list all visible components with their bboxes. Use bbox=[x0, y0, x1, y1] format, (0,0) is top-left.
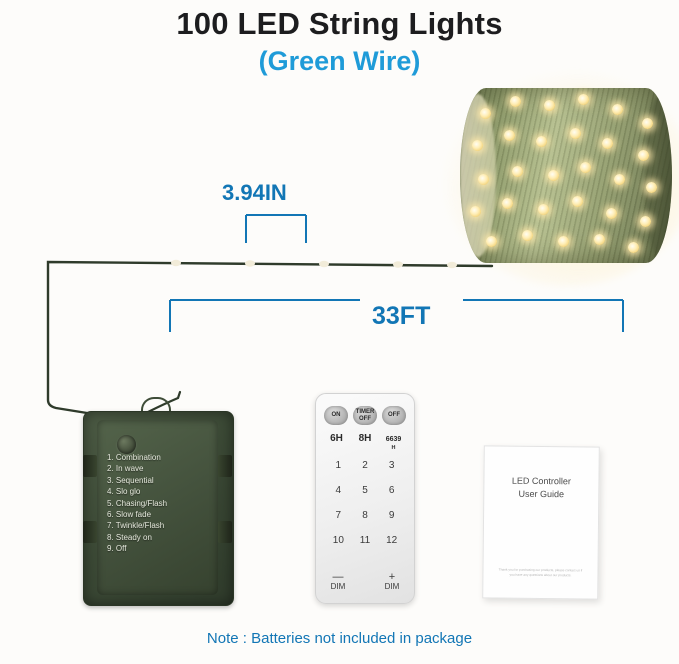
remote-on-button[interactable]: ON bbox=[324, 406, 348, 425]
remote-keypad bbox=[325, 460, 405, 546]
remote-dim-up-button[interactable] bbox=[380, 573, 404, 591]
bulb-icon bbox=[646, 182, 657, 193]
bulb-icon bbox=[640, 216, 651, 227]
remote-key[interactable]: 8 bbox=[362, 510, 368, 521]
user-guide-title-line1: LED Controller bbox=[511, 475, 572, 487]
page-subtitle: (Green Wire) bbox=[258, 46, 421, 76]
dim-up-symbol: + bbox=[388, 571, 396, 583]
page-title: 100 LED String Lights bbox=[176, 6, 503, 41]
mode-item: 7. Twinkle/Flash bbox=[107, 521, 165, 531]
remote-key[interactable]: 1 bbox=[335, 460, 342, 471]
remote-key[interactable]: 3 bbox=[388, 460, 395, 471]
mode-item: 1. Combination bbox=[107, 453, 161, 462]
remote-timer-button[interactable] bbox=[381, 434, 406, 451]
bulb-icon bbox=[606, 208, 617, 219]
bulb-icon bbox=[628, 242, 639, 253]
bulb-icon bbox=[480, 108, 491, 119]
remote-dim-row bbox=[326, 573, 404, 591]
user-guide-booklet bbox=[482, 445, 600, 599]
mode-item: 3. Sequential bbox=[107, 475, 154, 485]
light-coil bbox=[452, 78, 679, 278]
bulb-icon bbox=[578, 94, 589, 105]
bulb-icon bbox=[510, 96, 521, 107]
bulb-icon bbox=[486, 236, 497, 247]
dim-up-label: DIM bbox=[384, 582, 400, 591]
bulb-icon bbox=[602, 138, 613, 149]
bulb-icon bbox=[544, 100, 555, 111]
bulb-icon bbox=[548, 170, 559, 181]
remote-key[interactable]: 10 bbox=[332, 535, 344, 546]
mode-list bbox=[107, 452, 217, 555]
remote-hour-row bbox=[324, 434, 406, 451]
remote-key[interactable]: 6 bbox=[388, 485, 395, 496]
bulb-icon bbox=[594, 234, 605, 245]
battery-box-clip bbox=[83, 521, 97, 543]
bulb-icon bbox=[612, 104, 623, 115]
bulb-icon bbox=[638, 150, 649, 161]
mode-item: 2. In wave bbox=[107, 464, 144, 474]
remote-key[interactable]: 5 bbox=[362, 485, 368, 496]
mode-item: 5. Chasing/Flash bbox=[107, 498, 168, 508]
user-guide-title bbox=[484, 474, 598, 501]
remote-timer-off-button[interactable]: TIMER OFF bbox=[353, 406, 377, 425]
remote-6h-button[interactable]: 6H bbox=[330, 433, 343, 444]
remote-key[interactable]: 7 bbox=[335, 510, 342, 521]
bulb-icon bbox=[536, 136, 547, 147]
battery-box-clip bbox=[83, 455, 97, 477]
remote-dim-down-button[interactable] bbox=[326, 573, 350, 591]
remote-timer-unit: H bbox=[391, 445, 396, 451]
bulb-icon bbox=[558, 236, 569, 247]
battery-box-clip bbox=[218, 521, 232, 543]
bulb-icon bbox=[472, 140, 483, 151]
user-guide-fine-print: Thank you for purchasing our products, please contact us if you have any questions about our products. bbox=[498, 567, 583, 578]
bulb-icon bbox=[538, 204, 549, 215]
remote-key[interactable]: 12 bbox=[386, 535, 398, 546]
remote-top-row bbox=[324, 406, 406, 426]
remote-key[interactable]: 11 bbox=[359, 535, 371, 546]
remote-8h-button[interactable]: 8H bbox=[358, 433, 372, 444]
remote-timer-value: 6639 bbox=[385, 436, 402, 443]
mode-item: 8. Steady on bbox=[107, 532, 152, 542]
battery-box bbox=[83, 411, 232, 604]
dim-down-symbol: — bbox=[332, 571, 344, 583]
bulb-spacing-label: 3.94IN bbox=[222, 180, 287, 205]
bulb-icon bbox=[504, 130, 515, 141]
user-guide-title-line2: User Guide bbox=[518, 488, 565, 500]
mode-item: 9. Off bbox=[107, 544, 127, 554]
bulb-icon bbox=[478, 174, 489, 185]
remote-key[interactable]: 4 bbox=[335, 485, 342, 496]
remote-control bbox=[315, 393, 415, 604]
remote-key[interactable]: 9 bbox=[388, 510, 395, 521]
total-length-label: 33FT bbox=[372, 302, 431, 330]
bulb-icon bbox=[572, 196, 583, 207]
footer-note: Note : Batteries not included in package bbox=[206, 630, 473, 647]
remote-key[interactable]: 2 bbox=[362, 460, 368, 471]
bulb-icon bbox=[470, 206, 481, 217]
bulb-icon bbox=[580, 162, 591, 173]
bulb-icon bbox=[502, 198, 513, 209]
remote-off-button[interactable]: OFF bbox=[382, 406, 406, 425]
mode-item: 6. Slow fade bbox=[107, 510, 152, 520]
bulb-icon bbox=[614, 174, 625, 185]
mode-item: 4. Slo glo bbox=[107, 487, 141, 497]
bulb-icon bbox=[512, 166, 523, 177]
battery-box-clip bbox=[218, 455, 232, 477]
bulb-icon bbox=[522, 230, 533, 241]
bulb-icon bbox=[570, 128, 581, 139]
bulb-icon bbox=[642, 118, 653, 129]
dim-down-label: DIM bbox=[330, 582, 346, 591]
